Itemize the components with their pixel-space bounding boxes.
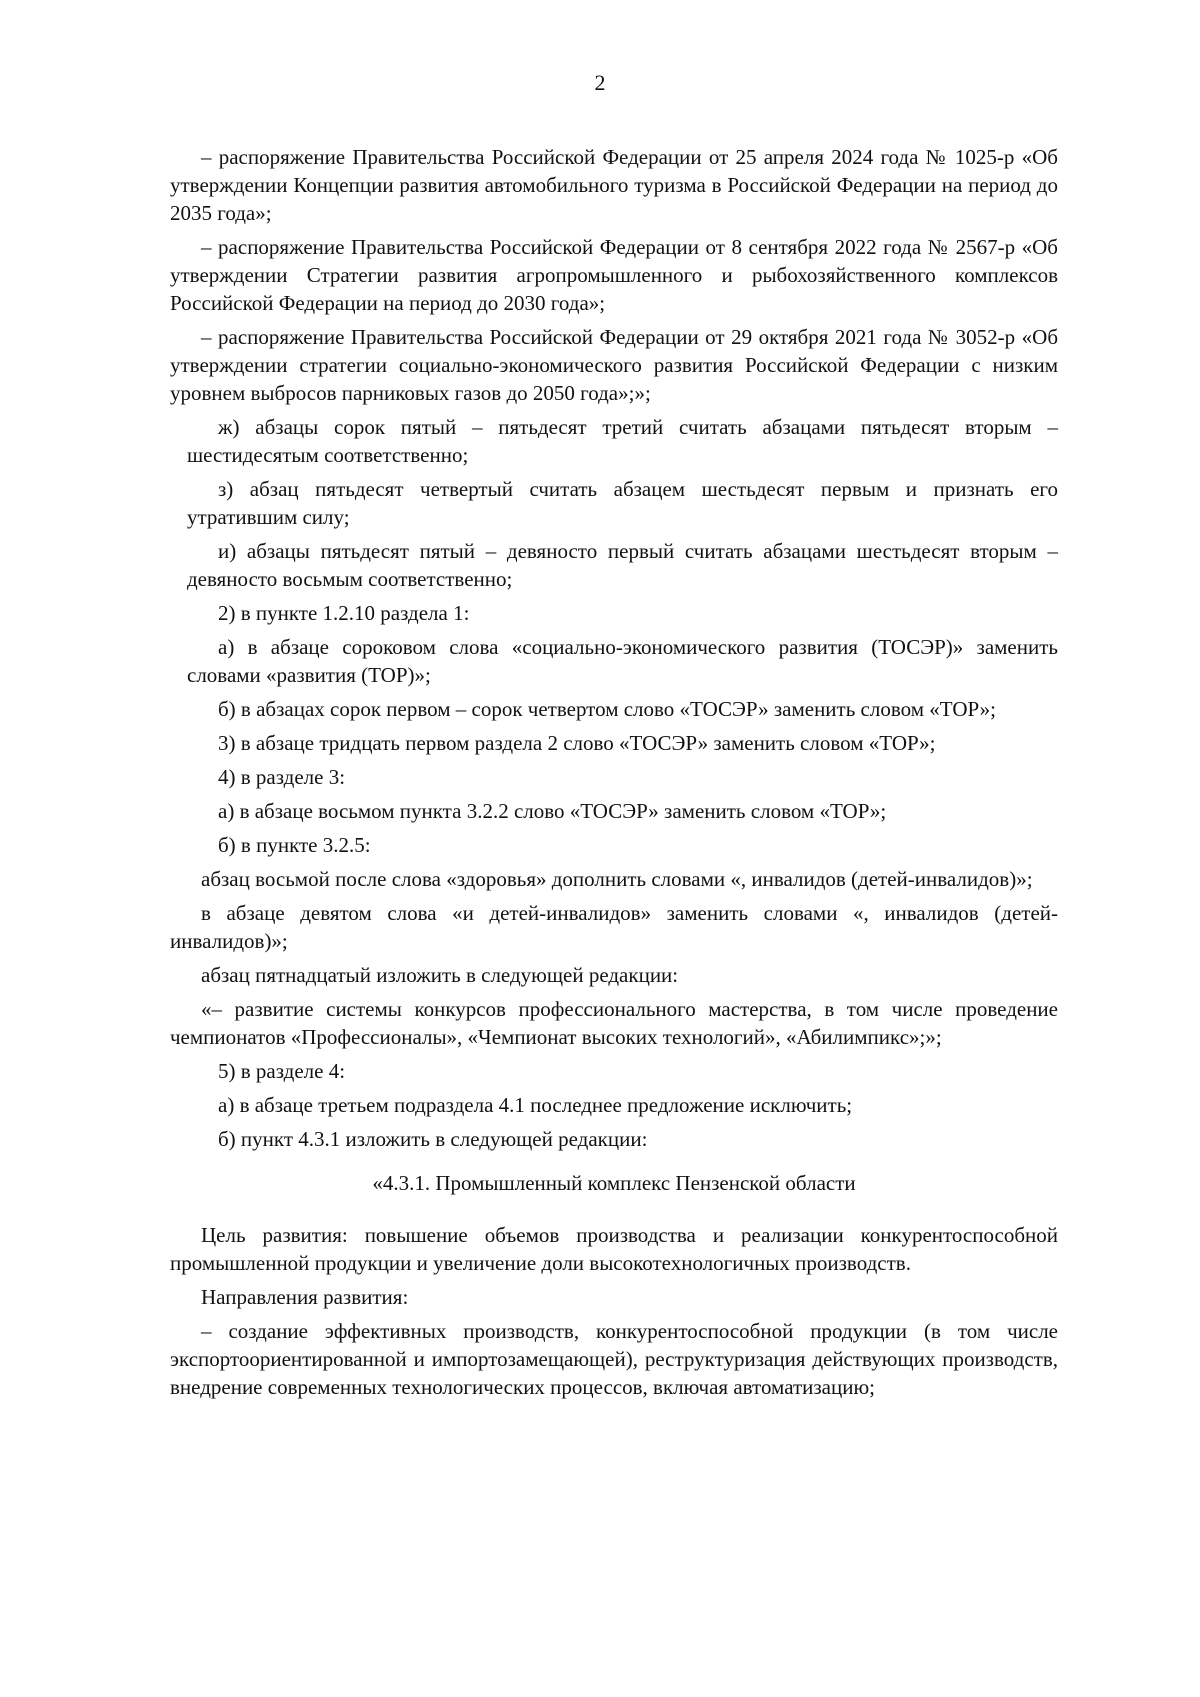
paragraph: з) абзац пятьдесят четвертый считать абзацем шестьдесят первым и признать его утратившим силу; [187,477,1058,529]
paragraph: 2) в пункте 1.2.10 раздела 1: [218,601,470,625]
paragraph: – распоряжение Правительства Российской Федерации от 8 сентября 2022 года № 2567-р «Об утверждении Стратегии развития агропромышленного и рыбохозяйственного комплексов Российской Федерации на период до 2030 года»; [170,235,1058,315]
paragraph: – распоряжение Правительства Российской Федерации от 29 октября 2021 года № 3052-р «Об утверждении стратегии социально-экономического развития Российской Федерации с низким уровнем выбросов парниковых газов до 2050 года»;»; [170,325,1058,405]
paragraph: «– развитие системы конкурсов профессионального мастерства, в том числе проведение чемпионатов «Профессионалы», «Чемпионат высоких технологий», «Абилимпикс»;»; [170,997,1058,1049]
paragraph: Направления развития: [201,1285,409,1309]
paragraph: а) в абзаце восьмом пункта 3.2.2 слово «ТОСЭР» заменить словом «ТОР»; [218,799,887,823]
paragraph: – распоряжение Правительства Российской Федерации от 25 апреля 2024 года № 1025-р «Об утверждении Концепции развития автомобильного туризма в Российской Федерации на период до 2035 года»; [170,145,1058,225]
paragraph: в абзаце девятом слова «и детей-инвалидов» заменить словами «, инвалидов (детей-инвалидов)»; [170,901,1058,953]
paragraph: 4) в разделе 3: [218,765,346,789]
paragraph: а) в абзаце третьем подраздела 4.1 последнее предложение исключить; [218,1093,853,1117]
paragraph: – создание эффективных производств, конкурентоспособной продукции (в том числе экспортоориентированной и импортозамещающей), реструктуризация действующих производств, внедрение современных технологических процессов, включая автоматизацию; [170,1319,1058,1399]
paragraph: Цель развития: повышение объемов производства и реализации конкурентоспособной промышленной продукции и увеличение доли высокотехнологичных производств. [170,1223,1058,1275]
paragraph: 5) в разделе 4: [218,1059,346,1083]
section-heading: «4.3.1. Промышленный комплекс Пензенской области [372,1171,856,1195]
page-number: 2 [594,70,606,95]
paragraph: ж) абзацы сорок пятый – пятьдесят третий считать абзацами пятьдесят вторым – шестидесятым соответственно; [187,415,1058,467]
paragraph: б) в пункте 3.2.5: [218,833,371,857]
document-body [170,143,1058,1407]
paragraph: 3) в абзаце тридцать первом раздела 2 слово «ТОСЭР» заменить словом «ТОР»; [218,731,936,755]
paragraph: абзац пятнадцатый изложить в следующей редакции: [201,963,679,987]
paragraph: б) пункт 4.3.1 изложить в следующей редакции: [218,1127,648,1151]
paragraph: абзац восьмой после слова «здоровья» дополнить словами «, инвалидов (детей-инвалидов)»; [201,867,1033,891]
paragraph: и) абзацы пятьдесят пятый – девяносто первый считать абзацами шестьдесят вторым – девяносто восьмым соответственно; [187,539,1058,591]
paragraph: а) в абзаце сороковом слова «социально-экономического развития (ТОСЭР)» заменить словами «развития (ТОР)»; [187,635,1058,687]
paragraph: б) в абзацах сорок первом – сорок четвертом слово «ТОСЭР» заменить словом «ТОР»; [218,697,997,721]
